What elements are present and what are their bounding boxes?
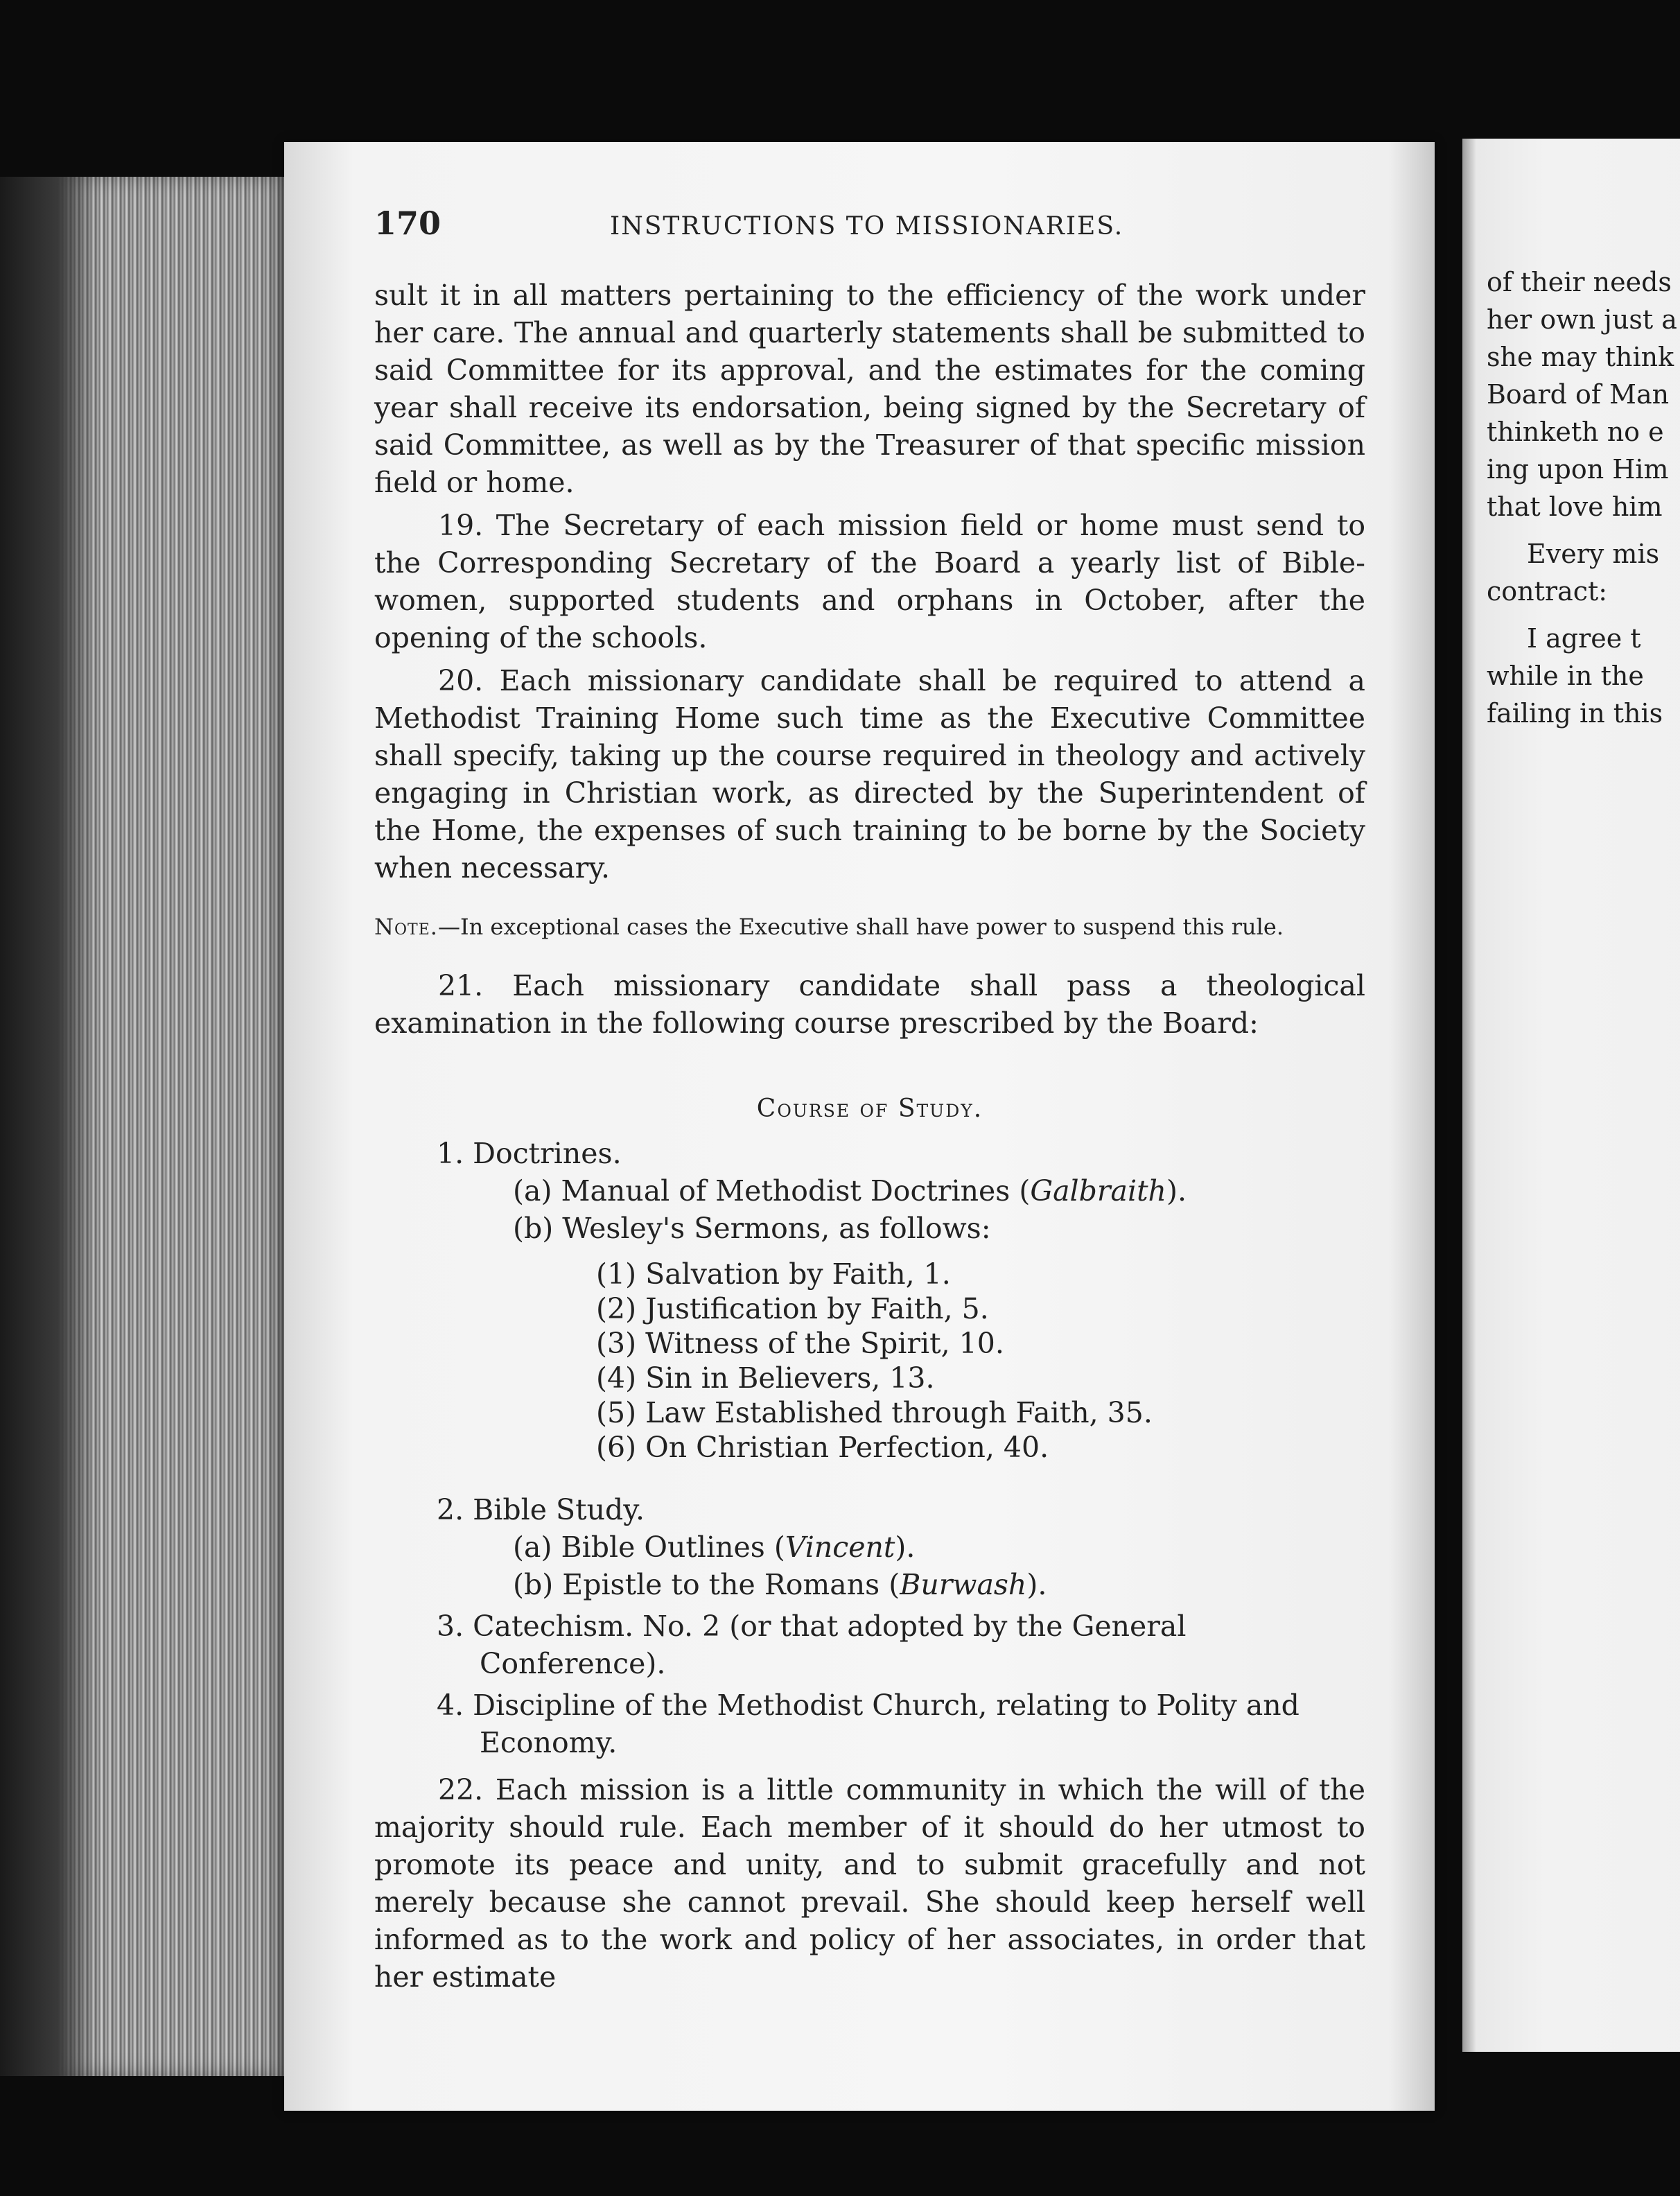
course-item-doctrines: 1. Doctrines. bbox=[437, 1137, 622, 1170]
sermon-item: (1) Salvation by Faith, 1. bbox=[596, 1257, 951, 1291]
right-line: Board of Man bbox=[1487, 379, 1670, 410]
paragraph-19: 19. The Secretary of each mission field or home must send to the Corresponding Secretary of the Board a yearly list of Bible-women, supported students and orphans in October, after the opening of the schools. bbox=[374, 509, 1365, 654]
note-label: Note. bbox=[374, 914, 438, 940]
course-item-discipline: 4. Discipline of the Methodist Church, relating to Polity and Economy. bbox=[437, 1689, 1300, 1759]
right-line: Every mis bbox=[1527, 539, 1660, 569]
right-line: that love him bbox=[1487, 491, 1663, 522]
right-page bbox=[1462, 139, 1680, 2052]
page-number: 170 bbox=[374, 204, 441, 242]
subitem-text: (a) Manual of Methodist Doctrines ( bbox=[513, 1174, 1031, 1208]
course-subitem bbox=[374, 1566, 1365, 1603]
running-head: INSTRUCTIONS TO MISSIONARIES. bbox=[610, 212, 1124, 241]
right-line: of their needs bbox=[1487, 267, 1672, 297]
right-line: thinketh no e bbox=[1487, 417, 1664, 447]
subitem-text: ). bbox=[1166, 1174, 1187, 1208]
course-subitem: (b) Wesley's Sermons, as follows: bbox=[513, 1212, 991, 1245]
right-line: while in the bbox=[1487, 661, 1644, 691]
right-line: failing in this bbox=[1487, 698, 1663, 729]
course-item-bible: 2. Bible Study. bbox=[437, 1493, 645, 1526]
paragraph-continued: sult it in all matters pertaining to the efficiency of the work under her care. The annual and quarterly statements shall be submitted to said Committee for its approval, and the estimates for the coming year shall receive its endorsation, being signed by the Secretary of said Committee, as well as by the Treasurer of that specific mission field or home. bbox=[374, 279, 1365, 499]
right-page-text bbox=[1487, 263, 1680, 732]
right-line: contract: bbox=[1487, 576, 1608, 607]
author-name: Burwash bbox=[900, 1568, 1027, 1601]
paragraph-22: 22. Each mission is a little community in which the will of the majority should rule. Each member of it should do her utmost to promote its peace and unity, and to submit gracefully and not merely because she cannot prevail. She should keep herself well informed as to the work and policy of her associates, in order that her estimate bbox=[374, 1773, 1365, 1994]
sermon-item: (6) On Christian Perfection, 40. bbox=[596, 1431, 1049, 1464]
sermon-item: (5) Law Established through Faith, 35. bbox=[596, 1396, 1153, 1429]
sermon-item: (2) Justification by Faith, 5. bbox=[596, 1292, 989, 1325]
course-item-catechism: 3. Catechism. No. 2 (or that adopted by the General Conference). bbox=[437, 1610, 1187, 1680]
subitem-text: (b) Epistle to the Romans ( bbox=[513, 1568, 900, 1601]
subitem-text: ). bbox=[895, 1531, 916, 1564]
subitem-text: ). bbox=[1026, 1568, 1047, 1601]
course-subitem bbox=[374, 1528, 1365, 1566]
subitem-text: (a) Bible Outlines ( bbox=[513, 1531, 785, 1564]
right-line: I agree t bbox=[1527, 623, 1641, 654]
course-title: Course of Study. bbox=[756, 1095, 983, 1123]
page-header bbox=[374, 204, 1365, 246]
sermon-item: (4) Sin in Believers, 13. bbox=[596, 1361, 935, 1395]
paragraph-20: 20. Each missionary candidate shall be required to attend a Methodist Training Home such time as the Executive Committee shall specify, taking up the course required in theology and actively engaging in Christian work, as directed by the Superintendent of the Home, the expenses of such training to be borne by the Society when necessary. bbox=[374, 664, 1365, 885]
paragraph-21: 21. Each missionary candidate shall pass a theological examination in the following course prescribed by the Board: bbox=[374, 969, 1365, 1040]
right-line: she may think bbox=[1487, 342, 1674, 372]
book-spine-shadow bbox=[0, 177, 97, 2076]
sermon-item: (3) Witness of the Spirit, 10. bbox=[596, 1327, 1004, 1360]
right-line: ing upon Him bbox=[1487, 454, 1669, 485]
course-subitem bbox=[374, 1172, 1365, 1210]
left-page-text bbox=[374, 204, 1365, 2001]
author-name: Galbraith bbox=[1030, 1174, 1166, 1208]
note bbox=[374, 912, 1365, 942]
right-line: her own just a bbox=[1487, 304, 1677, 335]
note-text: —In exceptional cases the Executive shall have power to suspend this rule. bbox=[437, 914, 1284, 940]
author-name: Vincent bbox=[785, 1531, 895, 1564]
